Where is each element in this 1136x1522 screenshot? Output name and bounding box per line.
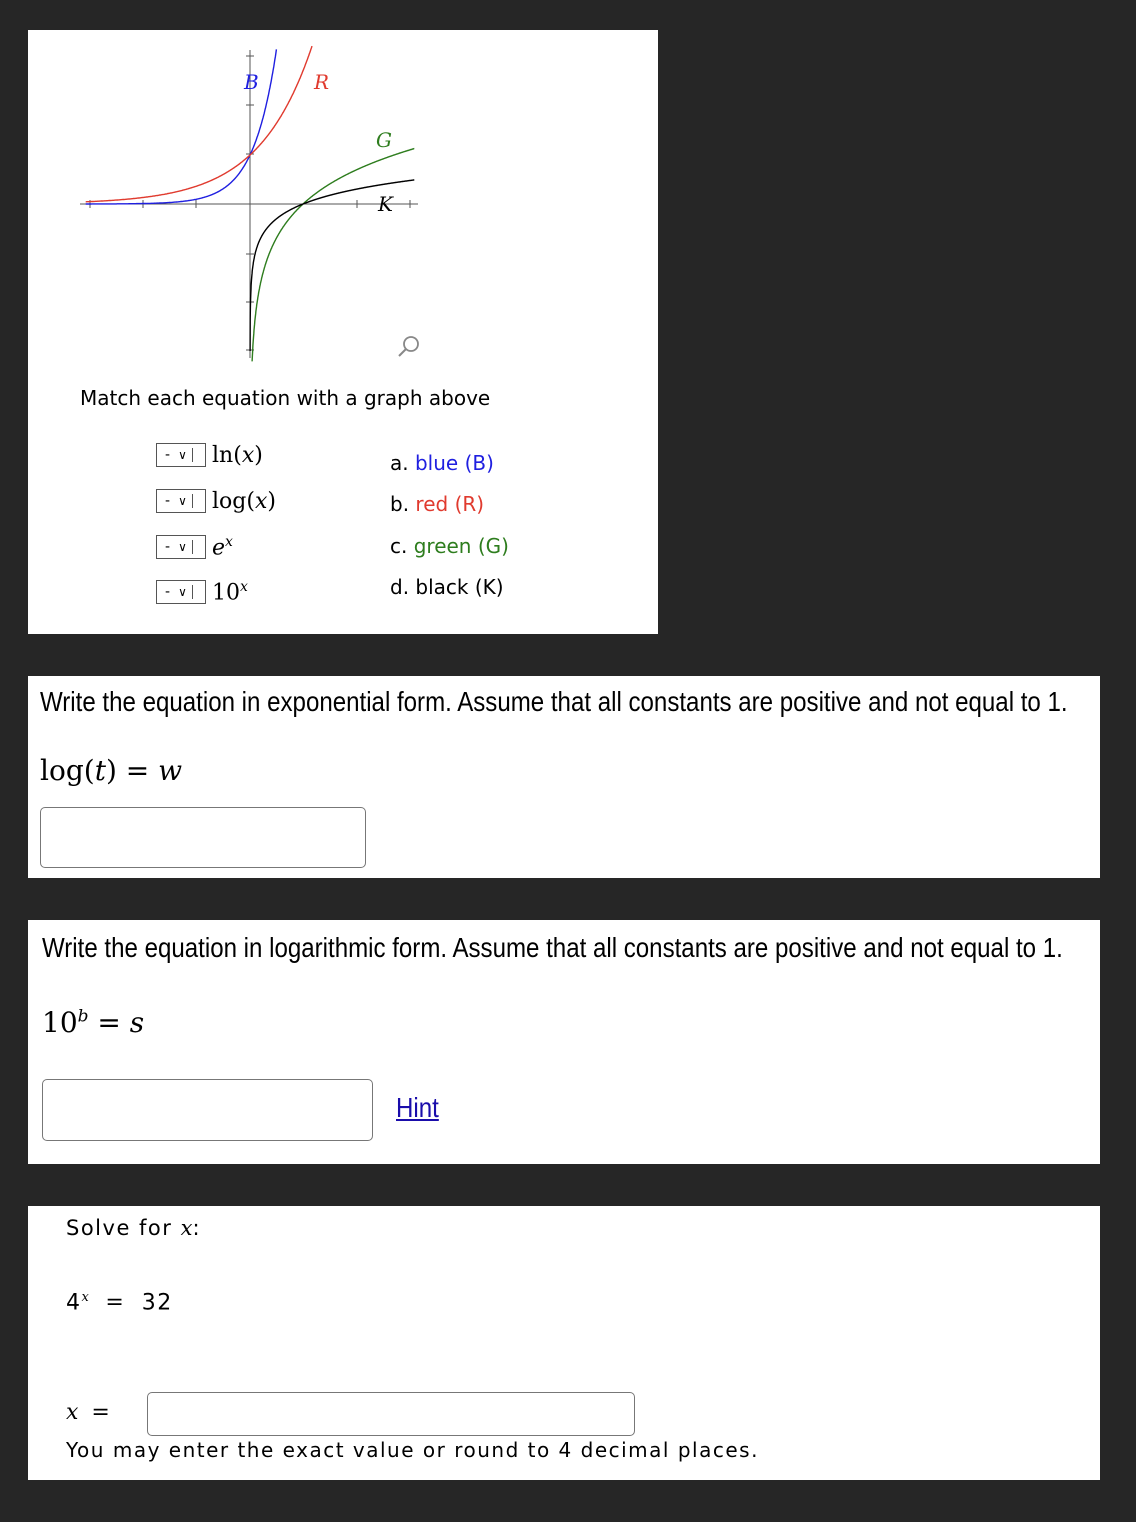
solve-panel	[28, 1206, 1100, 1480]
solve-answer-input[interactable]	[147, 1392, 635, 1436]
option-d	[390, 575, 504, 599]
fn-arg: x	[241, 442, 255, 468]
option-name: red (R)	[415, 492, 485, 516]
eq-exp: b	[77, 1006, 89, 1027]
solve-answer-label: x =	[66, 1400, 110, 1425]
green-curve	[252, 149, 414, 362]
solve-equation: 4$^x$ = 32	[66, 1290, 173, 1316]
eq-rhs: w	[158, 754, 183, 787]
exponential-form-panel	[28, 676, 1100, 878]
chevron-down-icon: ∨	[178, 494, 193, 508]
match-row-exp-e	[156, 533, 233, 561]
hint-link[interactable]: Hint	[396, 1092, 439, 1123]
match-row-exp-10	[156, 578, 248, 606]
option-c	[390, 534, 509, 558]
match-select-exp-10[interactable]	[156, 580, 206, 604]
answer-var: x	[66, 1400, 79, 1425]
solve-prompt-text: Solve for	[66, 1216, 173, 1240]
eq-arg: t	[94, 754, 106, 787]
option-name: green (G)	[413, 534, 509, 558]
eq-base: 4	[66, 1290, 82, 1316]
log-form-prompt: Write the equation in logarithmic form. Assume that all constants are positive and not equal to 1.	[42, 932, 1063, 963]
solve-var: x	[180, 1216, 193, 1240]
magnifier-icon[interactable]	[396, 334, 422, 360]
eq-base: e	[212, 535, 226, 561]
match-select-log[interactable]	[156, 489, 206, 513]
option-letter: a.	[390, 451, 409, 475]
red-curve	[86, 46, 312, 202]
logarithmic-form-panel	[28, 920, 1100, 1164]
solve-prompt: Solve for x:	[66, 1216, 202, 1240]
eq-exp: x	[240, 578, 248, 595]
option-letter: b.	[390, 492, 410, 516]
log-form-answer-input[interactable]	[42, 1079, 373, 1141]
chevron-down-icon: ∨	[178, 540, 193, 554]
exp-form-equation: log(t) = w	[40, 754, 183, 787]
exp-form-prompt: Write the equation in exponential form. Assume that all constants are positive and not equal to 1.	[40, 686, 1068, 717]
option-a	[390, 451, 494, 475]
eq-base: 10	[42, 1006, 78, 1039]
match-row-ln	[156, 441, 263, 469]
fn-name: log	[212, 488, 247, 514]
solve-note: You may enter the exact value or round to 4 decimal places.	[66, 1438, 759, 1462]
graph-matching-panel	[28, 30, 658, 634]
option-letter: d.	[390, 575, 410, 599]
equation-ln: ln(x)	[212, 442, 263, 468]
option-name: black (K)	[415, 575, 504, 599]
exp-form-answer-input[interactable]	[40, 807, 366, 868]
eq-rhs: 32	[141, 1290, 173, 1316]
eq-base: 10	[212, 580, 240, 606]
eq-exp: x	[225, 533, 233, 550]
fn-arg: x	[254, 488, 268, 514]
option-letter: c.	[390, 534, 408, 558]
fn-name: ln	[212, 442, 234, 468]
label-k: K	[378, 192, 393, 216]
select-value: -	[165, 447, 171, 463]
eq-exp: x	[81, 1290, 89, 1305]
matching-prompt: Match each equation with a graph above	[80, 386, 491, 410]
match-select-ln[interactable]	[156, 443, 206, 467]
match-select-exp-e[interactable]	[156, 535, 206, 559]
eq-rhs: s	[129, 1006, 145, 1039]
select-value: -	[165, 539, 171, 555]
eq-fn: log	[40, 754, 84, 787]
select-value: -	[165, 493, 171, 509]
log-form-equation: $10^b = s$	[42, 1006, 145, 1039]
chevron-down-icon: ∨	[178, 448, 193, 462]
select-value: -	[165, 584, 171, 600]
equation-exp-e	[212, 534, 233, 560]
option-name: blue (B)	[414, 451, 494, 475]
equation-log: log(x)	[212, 488, 276, 514]
label-b: B	[244, 70, 259, 94]
chevron-down-icon: ∨	[178, 585, 193, 599]
label-r: R	[314, 70, 330, 94]
option-b	[390, 492, 484, 516]
label-g: G	[376, 128, 392, 152]
match-row-log	[156, 487, 276, 515]
equation-exp-10	[212, 579, 248, 605]
